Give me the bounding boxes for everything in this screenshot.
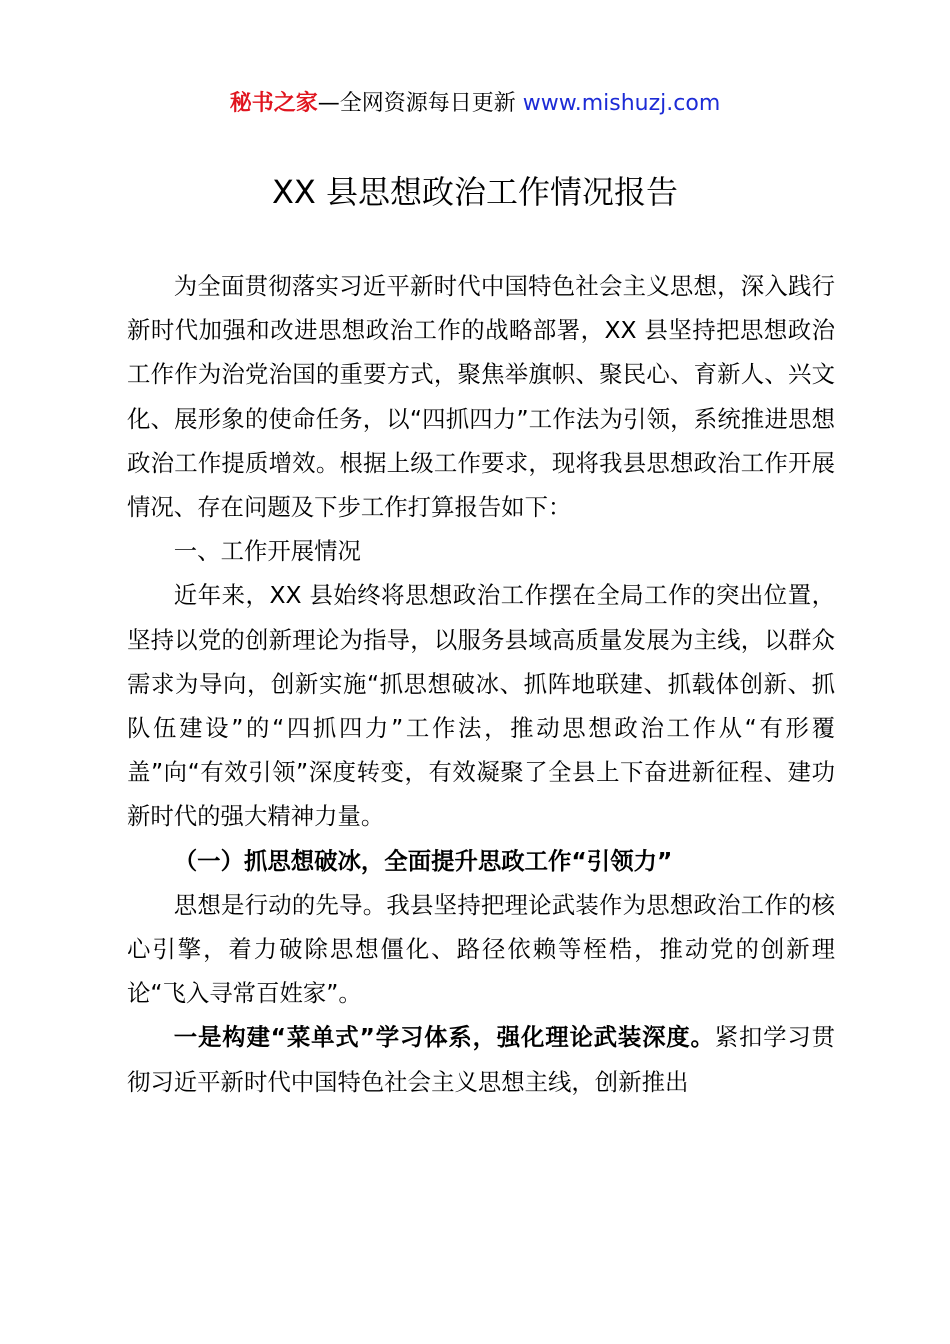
point-text: 紧扣学习贯彻习近平新时代中国特色社会主义思想主线，创新推出	[127, 1023, 836, 1096]
document-title: XX 县思想政治工作情况报告	[271, 173, 679, 211]
subsection-heading: （一）抓思想破冰，全面提升思政工作“引领力”	[173, 846, 673, 875]
subsection-paragraph: 思想是行动的先导。我县坚持把理论武装作为思想政治工作的核心引擎，着力破除思想僵化、路径依赖等桎梏，推动党的创新理论“飞入寻常百姓家”。	[127, 890, 835, 1008]
site-header	[0, 88, 950, 120]
brand-name: 秘书之家	[229, 91, 318, 116]
site-url-link[interactable]: www.mishuzj.com	[522, 91, 721, 116]
point-lead: 一是构建“菜单式”学习体系，强化理论武装深度。	[173, 1023, 715, 1052]
point-paragraph	[127, 1015, 835, 1103]
header-tagline: —全网资源每日更新	[317, 91, 523, 116]
document-body	[127, 264, 835, 1104]
intro-paragraph: 为全面贯彻落实习近平新时代中国特色社会主义思想，深入践行新时代加强和改进思想政治工作的战略部署，XX 县坚持把思想政治工作作为治党治国的重要方式，聚焦举旗帜、聚民心、育新人、兴文化、展形象的使命任务，以“四抓四力”工作法为引领，系统推进思想政治工作提质增效。根据上级工作要求，现将我县思想政治工作开展情况、存在问题及下步工作打算报告如下：	[127, 272, 835, 522]
section-paragraph: 近年来，XX 县始终将思想政治工作摆在全局工作的突出位置，坚持以党的创新理论为指导，以服务县域高质量发展为主线，以群众需求为导向，创新实施“抓思想破冰、抓阵地联建、抓载体创新、抓队伍建设”的“四抓四力”工作法，推动思想政治工作从“有形覆盖”向“有效引领”深度转变，有效凝聚了全县上下奋进新征程、建功新时代的强大精神力量。	[127, 581, 835, 831]
section-heading: 一、工作开展情况	[173, 537, 361, 566]
